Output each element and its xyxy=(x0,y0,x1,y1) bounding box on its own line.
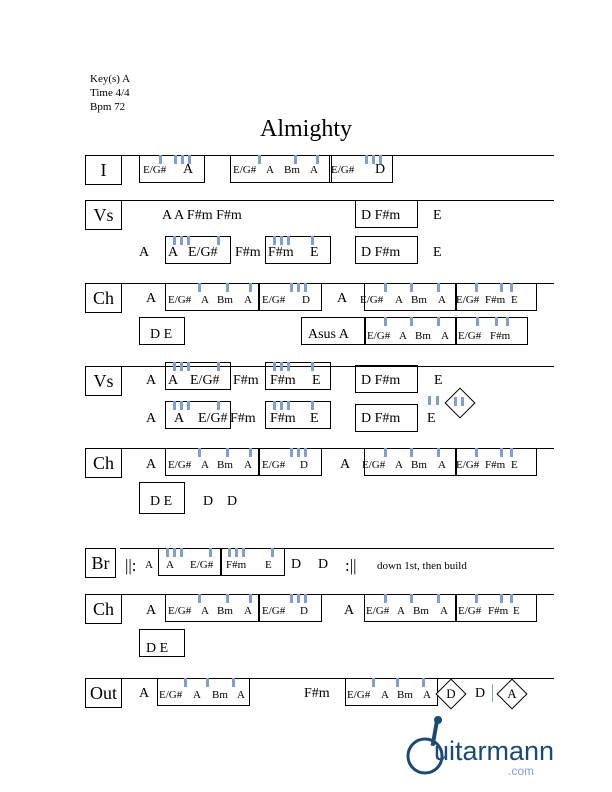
chord: E xyxy=(433,208,442,223)
section-chorus: Ch xyxy=(85,283,122,313)
beat-tick xyxy=(280,401,283,410)
chord: A xyxy=(174,411,185,426)
chord: A xyxy=(395,459,403,471)
beat-tick xyxy=(273,362,276,371)
beat-tick xyxy=(187,401,190,410)
beat-tick xyxy=(304,594,307,603)
beat-tick xyxy=(180,362,183,371)
chord: A xyxy=(168,245,179,260)
bridge-note: down 1st, then build xyxy=(377,560,467,572)
beat-tick xyxy=(249,283,252,292)
beat-tick xyxy=(365,155,368,164)
beat-tick xyxy=(290,594,293,603)
beat-tick xyxy=(384,317,387,326)
chord: A xyxy=(244,459,252,471)
section-verse: Vs xyxy=(85,200,122,230)
beat-tick xyxy=(437,283,440,292)
chord: E/G# xyxy=(168,459,192,471)
beat-tick xyxy=(410,448,413,457)
beat-tick xyxy=(422,678,425,687)
chord: A xyxy=(139,686,150,701)
beat-tick xyxy=(475,283,478,292)
beat-tick xyxy=(495,317,498,326)
chord: E xyxy=(513,605,520,617)
beat-tick xyxy=(311,236,314,245)
beat-tick xyxy=(287,236,290,245)
chord: F#m xyxy=(226,559,247,571)
beat-tick xyxy=(217,236,220,245)
beat-tick xyxy=(304,448,307,457)
chord: E/G# xyxy=(458,330,482,342)
beat-tick xyxy=(235,548,238,557)
chord: D xyxy=(300,605,308,617)
chord: E/G# xyxy=(190,373,220,388)
beat-tick xyxy=(476,317,479,326)
beat-tick xyxy=(500,448,503,457)
chord: E/G# xyxy=(367,330,391,342)
beat-tick xyxy=(228,548,231,557)
beat-tick xyxy=(437,594,440,603)
chord: E xyxy=(433,245,442,260)
beat-tick xyxy=(249,594,252,603)
beat-tick xyxy=(510,594,513,603)
hold-diamond xyxy=(444,387,475,418)
beat-tick xyxy=(206,678,209,687)
chord: A xyxy=(168,373,179,388)
chord: A xyxy=(399,330,407,342)
chord: D E xyxy=(150,327,173,342)
chord: E/G# xyxy=(366,605,390,617)
key-label: Key(s) A xyxy=(90,73,131,85)
beat-tick xyxy=(316,155,319,164)
beat-tick xyxy=(273,236,276,245)
beat-tick xyxy=(510,283,513,292)
beat-tick xyxy=(297,283,300,292)
time-label: Time 4/4 xyxy=(90,87,130,99)
beat-tick xyxy=(209,548,212,557)
chord: E/G# xyxy=(233,164,257,176)
chord: F#m xyxy=(485,459,506,471)
chord: E/G# xyxy=(168,605,192,617)
beat-tick xyxy=(217,401,220,410)
chord: E/G# xyxy=(456,459,480,471)
brand-domain: .com xyxy=(508,764,535,778)
chord: A xyxy=(146,457,157,472)
section-verse: Vs xyxy=(85,366,122,396)
beat-tick xyxy=(174,155,177,164)
chord: E/G# xyxy=(456,294,480,306)
chord: A xyxy=(438,459,446,471)
chord: D F#m xyxy=(361,208,401,223)
beat-tick xyxy=(436,396,439,405)
chord: Bm xyxy=(217,459,233,471)
chord: E xyxy=(511,294,518,306)
chord: F#m xyxy=(270,411,296,426)
beat-tick xyxy=(232,678,235,687)
chord: E xyxy=(265,559,272,571)
chord: D xyxy=(446,686,456,701)
chord: D xyxy=(375,162,386,177)
section-chorus: Ch xyxy=(85,448,122,478)
chord: D xyxy=(318,557,329,572)
beat-tick xyxy=(304,283,307,292)
section-bridge: Br xyxy=(85,548,116,578)
staff-line xyxy=(120,200,554,201)
beat-tick xyxy=(500,283,503,292)
chord: D xyxy=(203,494,214,509)
chord: A xyxy=(423,689,431,701)
chord: A xyxy=(166,559,174,571)
beat-tick xyxy=(280,362,283,371)
beat-tick xyxy=(290,283,293,292)
chord: E/G# xyxy=(168,294,192,306)
beat-tick xyxy=(461,397,464,406)
chord: F#m xyxy=(268,245,294,260)
chord: E/G# xyxy=(262,605,286,617)
chord: A xyxy=(244,294,252,306)
chord: F#m xyxy=(485,294,506,306)
beat-tick xyxy=(287,362,290,371)
beat-tick xyxy=(180,548,183,557)
chord: Bm xyxy=(411,459,427,471)
chord: D F#m xyxy=(361,373,401,388)
beat-tick xyxy=(384,594,387,603)
chord: Bm xyxy=(284,164,300,176)
chord: A xyxy=(145,559,153,571)
beat-tick xyxy=(428,396,431,405)
beat-tick xyxy=(173,548,176,557)
beat-tick xyxy=(437,448,440,457)
chord: D E xyxy=(146,641,169,656)
chord: E/G# xyxy=(159,689,183,701)
chord: F#m xyxy=(270,373,296,388)
chord: A xyxy=(237,689,245,701)
beat-tick xyxy=(410,283,413,292)
beat-tick xyxy=(372,678,375,687)
beat-tick xyxy=(198,283,201,292)
chord: A xyxy=(193,689,201,701)
chord: A xyxy=(146,291,157,306)
chord: E/G# xyxy=(198,411,228,426)
beat-tick xyxy=(226,594,229,603)
chord: Bm xyxy=(217,294,233,306)
beat-tick xyxy=(475,594,478,603)
chord: A xyxy=(310,164,318,176)
beat-tick xyxy=(226,283,229,292)
repeat-open: ||: xyxy=(125,556,137,575)
beat-tick xyxy=(287,401,290,410)
chord: Bm xyxy=(411,294,427,306)
beat-tick xyxy=(384,448,387,457)
chord: F#m xyxy=(233,373,259,388)
beat-tick xyxy=(311,401,314,410)
song-title: Almighty xyxy=(259,116,352,142)
chord: A xyxy=(244,605,252,617)
beat-tick xyxy=(226,448,229,457)
beat-tick xyxy=(290,448,293,457)
beat-tick xyxy=(198,594,201,603)
chord: F#m xyxy=(488,605,509,617)
chord: A xyxy=(397,605,405,617)
beat-tick xyxy=(198,448,201,457)
chord: E/G# xyxy=(262,459,286,471)
chord: D xyxy=(300,459,308,471)
chord: D xyxy=(227,494,238,509)
chord-line: A A F#m F#m xyxy=(162,208,242,223)
beat-tick xyxy=(273,401,276,410)
chord: F#m xyxy=(235,245,261,260)
beat-tick xyxy=(500,594,503,603)
chord: E xyxy=(310,411,319,426)
chord: E/G# xyxy=(190,559,214,571)
beat-tick xyxy=(294,155,297,164)
chord: A xyxy=(146,603,157,618)
chord: A xyxy=(438,294,446,306)
chord: F#m xyxy=(490,330,511,342)
chord: A xyxy=(183,162,194,177)
chord: A xyxy=(344,603,355,618)
chord: Bm xyxy=(397,689,413,701)
beat-tick xyxy=(173,362,176,371)
chord: E/G# xyxy=(360,294,384,306)
beat-tick xyxy=(297,594,300,603)
beat-tick xyxy=(384,283,387,292)
beat-tick xyxy=(280,236,283,245)
beat-tick xyxy=(454,397,457,406)
beat-tick xyxy=(271,548,274,557)
beat-tick xyxy=(180,236,183,245)
chord: A xyxy=(507,686,517,701)
chord: D E xyxy=(150,494,173,509)
chord: D F#m xyxy=(361,411,401,426)
chord: A xyxy=(201,605,209,617)
beat-tick xyxy=(187,362,190,371)
beat-tick xyxy=(258,155,261,164)
chord: E xyxy=(310,245,319,260)
beat-tick xyxy=(311,362,314,371)
chord: A xyxy=(201,294,209,306)
beat-tick xyxy=(184,678,187,687)
beat-tick xyxy=(510,448,513,457)
chord: D xyxy=(291,557,302,572)
beat-tick xyxy=(410,594,413,603)
beat-tick xyxy=(242,548,245,557)
beat-tick xyxy=(173,236,176,245)
beat-tick xyxy=(249,448,252,457)
beat-tick xyxy=(396,678,399,687)
beat-tick xyxy=(297,448,300,457)
bpm-label: Bpm 72 xyxy=(90,101,126,113)
section-intro: I xyxy=(85,155,122,185)
beat-tick xyxy=(506,317,509,326)
divider xyxy=(492,684,493,702)
beat-tick xyxy=(173,401,176,410)
chord: A xyxy=(340,457,351,472)
chord: Bm xyxy=(415,330,431,342)
brand-name: uitarmann xyxy=(434,736,555,766)
chord: E xyxy=(312,373,321,388)
beat-tick xyxy=(166,548,169,557)
chord: A xyxy=(266,164,274,176)
chord: A xyxy=(146,373,157,388)
chord: Bm xyxy=(217,605,233,617)
chord: A xyxy=(381,689,389,701)
beat-tick xyxy=(180,401,183,410)
chord: E xyxy=(427,411,436,426)
chord: D xyxy=(302,294,310,306)
chord: E/G# xyxy=(188,245,218,260)
section-chorus: Ch xyxy=(85,594,122,624)
chord: A xyxy=(337,291,348,306)
chord: Bm xyxy=(413,605,429,617)
chord: D xyxy=(475,686,486,701)
chord: F#m xyxy=(230,411,256,426)
chord: A xyxy=(395,294,403,306)
chord: E/G# xyxy=(143,164,167,176)
chord: A xyxy=(146,411,157,426)
chord: A xyxy=(441,330,449,342)
section-outro: Out xyxy=(85,678,122,708)
chord: E/G# xyxy=(458,605,482,617)
repeat-close: :|| xyxy=(345,556,357,575)
beat-tick xyxy=(187,236,190,245)
beat-tick xyxy=(159,155,162,164)
beat-tick xyxy=(475,448,478,457)
beat-tick xyxy=(217,362,220,371)
beat-tick xyxy=(410,317,413,326)
chord: A xyxy=(139,245,150,260)
chord: A xyxy=(440,605,448,617)
chord: E/G# xyxy=(262,294,286,306)
chord: E/G# xyxy=(362,459,386,471)
chord: Bm xyxy=(212,689,228,701)
chord: E/G# xyxy=(331,164,355,176)
chord: A xyxy=(201,459,209,471)
chord: F#m xyxy=(304,686,330,701)
chord: Asus A xyxy=(308,327,349,342)
chord: D F#m xyxy=(361,245,401,260)
chord: E xyxy=(511,459,518,471)
beat-tick xyxy=(437,317,440,326)
chord: E xyxy=(434,373,443,388)
chord: E/G# xyxy=(347,689,371,701)
